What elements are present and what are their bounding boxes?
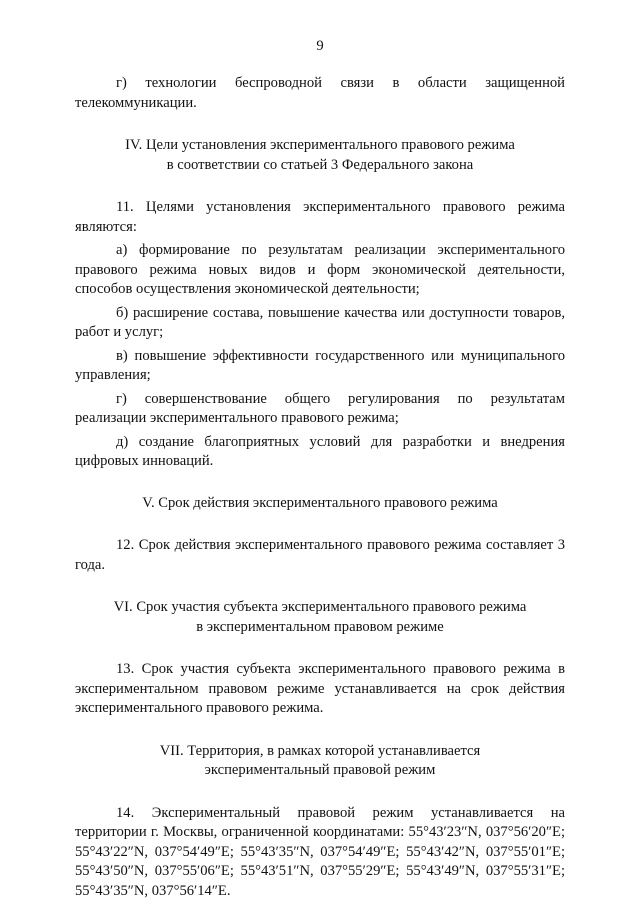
section-heading-vii-line2: экспериментальный правовой режим: [204, 762, 436, 778]
list-item-11b: б) расширение состава, повышение качества или доступности товаров, работ и услуг;: [75, 304, 565, 340]
list-item-11a: а) формирование по результатам реализации экспериментального правового режима новых видов и форм экономической деятельности, способов осуществления экономической деятельности;: [75, 242, 565, 297]
document-body: [75, 74, 565, 901]
paragraph-11: 11. Целями установления экспериментального правового режима являются:: [75, 199, 565, 235]
list-item-11e: д) создание благоприятных условий для разработки и внедрения цифровых инноваций.: [75, 433, 565, 469]
section-heading-vii-line1: VII. Территория, в рамках которой устанавливается: [159, 742, 481, 759]
section-heading-v: V. Срок действия экспериментального правового режима: [142, 494, 498, 511]
section-heading-iv: [75, 136, 565, 175]
list-item-11d: г) совершенствование общего регулирования по результатам реализации экспериментального правового режима;: [75, 390, 565, 426]
section-heading-vii: [75, 742, 565, 781]
section-heading-vi-line1: VI. Срок участия субъекта экспериментального правового режима: [113, 599, 527, 615]
page-number: 9: [316, 38, 324, 54]
paragraph-13: 13. Срок участия субъекта экспериментального правового режима в экспериментальном правовом режиме устанавливается на срок действия экспериментального правового режима.: [75, 661, 565, 716]
section-heading-vi: [75, 598, 565, 637]
paragraph-12: 12. Срок действия экспериментального правового режима составляет 3 года.: [75, 537, 565, 573]
list-item-11c: в) повышение эффективности государственного или муниципального управления;: [75, 347, 565, 383]
paragraph-g-technologies: г) технологии беспроводной связи в области защищенной телекоммуникации.: [75, 75, 565, 111]
section-heading-iv-line2: в соответствии со статьей 3 Федерального закона: [166, 156, 474, 173]
paragraph-14: 14. Экспериментальный правовой режим устанавливается на территории г. Москвы, ограниченной координатами: 55°43′23″N, 037°56′20″E; 55°43′22″N, 037°54′49″E; 55°43′35″N, 037°54′49″E; 55°43′42″N, 037°55′01″E; 55°43′50″N, 037°55′06″E; 55°43′51″N, 037°55′29″E; 55°43′49″N, 037°55′31″E; 55°43′35″N, 037°56′14″E.: [75, 804, 565, 899]
section-heading-iv-line1: IV. Цели установления экспериментального правового режима: [125, 137, 515, 153]
section-heading-vi-line2: в экспериментальном правовом режиме: [196, 618, 444, 635]
